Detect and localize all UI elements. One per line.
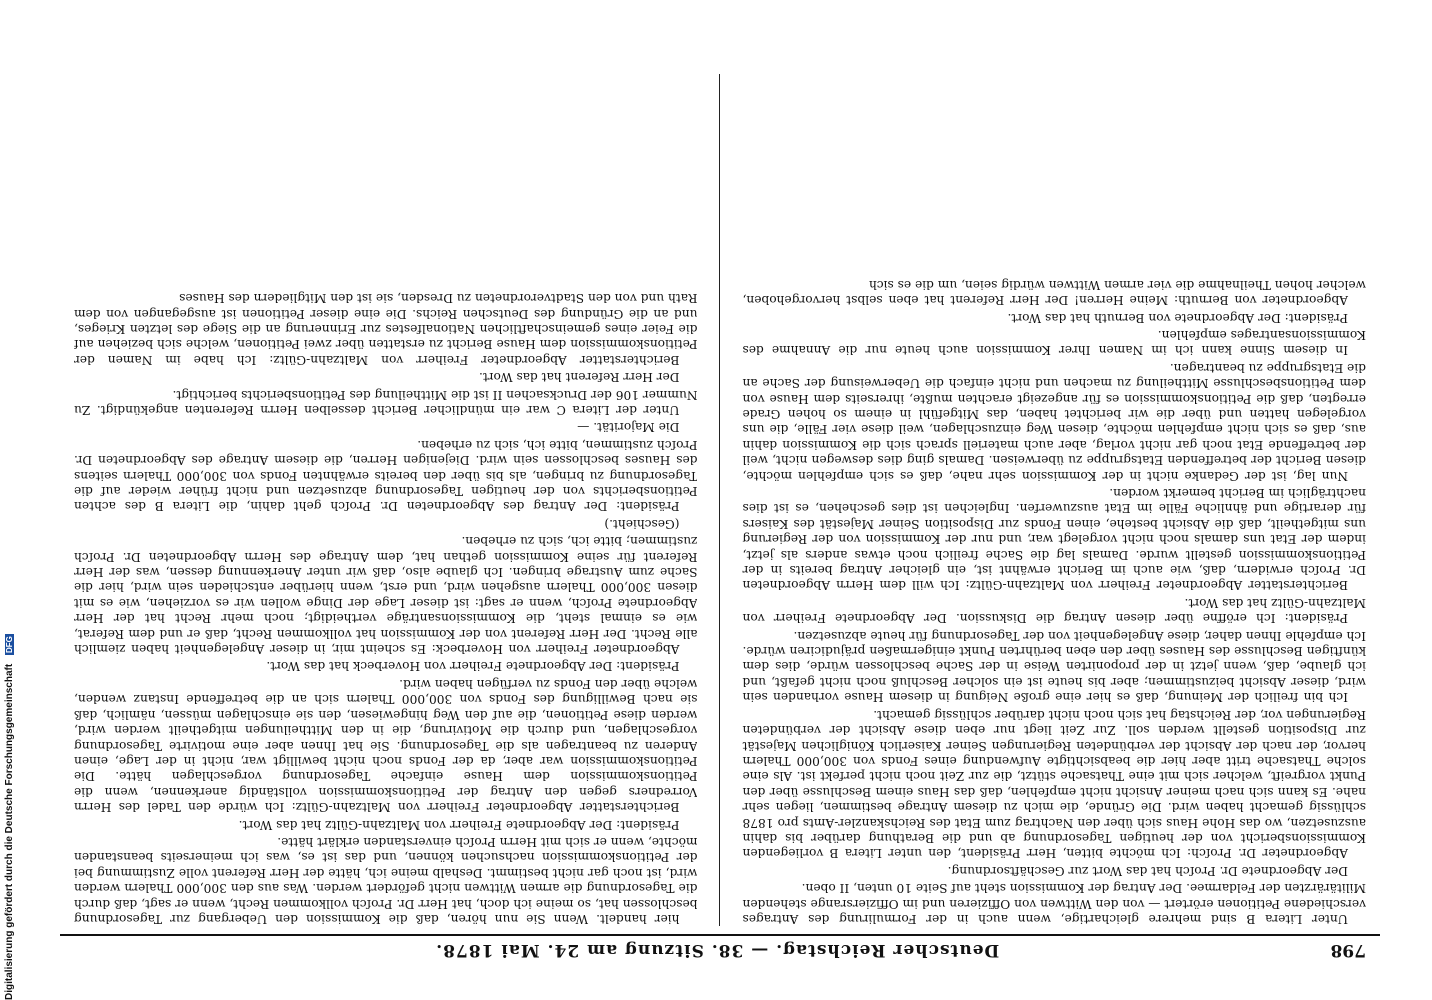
paragraph: Berichterstatter Abgeordneter Freiherr von Maltzahn-Gültz: Ich will dem Herrn Abgeordneten Dr. Proſch erwidern, daß, wie auch im Bericht erwähnt ist, ein gleicher Antrag bereits in der Petitionskommission gestellt wurde. Damals lag die Sache freilich noch etwas anders als jetzt, indem der Etat uns damals noch nicht vorgelegt war, und nur der Kommission von der Regierung uns mitgetheilt, daß die Absicht bestehe, einen Fonds zur Disposition Seiner Majestät des Kaisers für derartige und ähnliche Fälle im Etat auszuwerfen. Ingleichen ist dies geschehen, es ist dies nachträglich im Bericht bemerkt worden. xyxy=(742,486,1366,593)
page-number: 798 xyxy=(1330,940,1366,960)
paragraph: Nun lag, ist der Gedanke nicht in der Kommission sehr nahe, daß es sich empfehlen möchte, diesen Bericht der betreffenden Etatsgruppe zu überweisen. Damals ging dies deswegen nicht, weil der betreffende Etat noch gar nicht vorlag, aber auch materiell sprach sich die Kommission dahin aus, daß es sich nicht empfehlen möchte, diesen Weg einzuschlagen, weil diese vier Fälle, die uns vorgelegen hatten und über die wir berichtet haben, das Mitgefühl in einem so hohen Grade erregten, daß die Petitionskommission es für angezeigt erachten mußte, ihrerseits dem Hause von dem Petitionsbeschlusse Mittheilung zu machen und nicht einfach die Ueberweisung der Sache an die Etatsgruppe zu beantragen. xyxy=(742,360,1366,483)
page-header xyxy=(60,934,1380,960)
paragraph: Der Abgeordnete Dr. Proſch hat das Wort zur Geschäftsordnung. xyxy=(947,863,1348,878)
paragraph: Präsident: Der Abgeordnete Freiherr von Maltzahn-Gültz hat das Wort. xyxy=(238,817,680,832)
paragraph: Abgeordneter von Bernuth: Meine Herren! Der Herr Referent hat eben selbst hervorgehoben, welcher hohen Theilnahme die vier armen Wittwen würdig seien, um die es sich xyxy=(742,277,1366,308)
paragraph: hier handelt. Wenn Sie nun hören, daß die Kommission den Uebergang zur Tagesordnung beschlossen hat, so meine ich doch, hat Herr Dr. Proſch vollkommen Recht, wenn er sagt, daß durch die Tagesordnung die armen Wittwen nicht gefördert werden. Was aus den 300,000 Thalern werden wird, ist noch gar nicht bestimmt. Deshalb meine ich, hätte der Herr Referent volle Zustimmung bei der Petitionskommission nachsuchen können, und das ist es, was ich meinerseits beanstanden möchte, wenn er sich mit Herrn Proſch einverstanden erklärt hätte. xyxy=(74,834,698,926)
paragraph: Berichterstatter Abgeordneter Freiherr von Maltzahn-Gültz: Ich habe im Namen der Petitionskommission dem Hause Bericht zu erstatten über zwei Petitionen, welche sich beziehen auf die Feier eines gemeinschaftlichen Nationalfestes zur Erinnerung an die Siege des letzten Krieges, und an die Gründung des Deutschen Reichs. Die eine dieser Petitionen ist ausgegangen von dem Rath und von den Stadtverordneten zu Dresden, sie ist den Mitgliedern des Hauses xyxy=(74,291,698,367)
dfg-logo: DFG xyxy=(5,636,14,654)
credit-text: Digitalisierung gefördert durch die Deutsche Forschungsgemeinschaft xyxy=(4,663,15,1000)
paragraph: Präsident: Ich eröffne über diesen Antrag die Diskussion. Der Abgeordnete Freiherr von Maltzahn-Gültz hat das Wort. xyxy=(742,595,1366,626)
paragraph: Unter Litera B sind mehrere gleichartige, wenn auch in der Formulirung des Antrages verschiedene Petitionen erörtert — von den Wittwen von Offizieren und im Offiziersrange stehenden Militärärzten der Feldarmee. Der Antrag der Kommission steht auf Seite 10 unten, II oben. xyxy=(742,881,1366,926)
paragraph: (Geschieht.) xyxy=(604,516,680,531)
paragraph: In diesem Sinne kann ich im Namen Ihrer Kommission auch heute nur die Annahme des Kommissionsantrages empfehlen. xyxy=(742,327,1366,358)
paragraph: Die Majorität. — xyxy=(577,420,680,435)
digitization-credit xyxy=(4,620,15,1000)
paragraph: Ich bin freilich der Meinung, daß es hier eine große Neigung in diesem Hause vorhanden sein wird, dieser Absicht beizustimmen; aber bis heute ist ein solcher Beschluß noch nicht gefaßt, und ich glaube, daß, wenn jetzt in der proponirten Weise in der Sache beschlossen würde, dies dem künftigen Beschlusse des Hauses über den eben berührten Punkt einigermaßen präjudiciren würde. Ich empfehle Ihnen daher, diese Angelegenheit von der Tagesordnung für heute abzusetzen. xyxy=(742,628,1366,705)
column-divider xyxy=(720,74,721,926)
left-column xyxy=(743,74,1367,926)
paragraph: Der Herr Referent hat das Wort. xyxy=(478,370,680,385)
paragraph: Abgeordneter Dr. Proſch: Ich möchte bitten, Herr Präsident, den unter Litera B vorliegenden Kommissionsbericht von der heutigen Tagesordnung ab und die Berathung darüber bis dahin auszusetzen, wo das Hohe Haus sich über den Nachtrag zum Etat des Reichskanzler-Amts pro 1878 schlüssig gemacht haben wird. Die Gründe, die mich zu diesem Antrage bestimmen, liegen sehr nahe. Es kann sich nach meiner Ansicht nicht empfehlen, daß das Haus einem Beschlusse über den Punkt vorgreift, welcher sich mit eine Thatsache stützt, die zur Zeit noch nicht perfekt ist. Als eine solche Thatsache tritt aber hier die beabsichtigte Aufwendung eines Fonds von 300,000 Thalern hervor, der nach der Absicht der verbündeten Regierungen Seiner Kaiserlich Königlichen Majestät zur Disposition gestellt werden soll. Zur Zeit liegt nur eben diese Absicht der verbündeten Regierungen vor, der Reichstag hat sich noch nicht darüber schlüssig gemacht. xyxy=(742,707,1366,861)
page-title: Deutscher Reichstag. — 38. Sitzung am 24. Mai 1878. xyxy=(435,940,1000,960)
right-column xyxy=(74,74,698,926)
page-content xyxy=(60,60,1380,960)
paragraph: Präsident: Der Abgeordnete Freiherr von Hoverbeck hat das Wort. xyxy=(266,659,680,674)
scanned-page-rotated xyxy=(60,60,1380,960)
paragraph: Unter der Litera C war ein mündlicher Bericht desselben Herrn Referenten angekündigt. Zu Nummer 106 der Drucksachen II ist die Mittheilung des Petitionsberichts berichtigt. xyxy=(74,387,698,417)
paragraph: Abgeordneter Freiherr von Hoverbeck: Es scheint mir, in dieser Angelegenheit haben ziemlich alle Recht. Der Herr Referent von der Kommission hat vollkommen Recht, daß er und dem Referat, wie es einmal steht, die Kommissionsanträge vertheidigt; noch mehr Recht hat der Herr Abgeordnete Proſch, wenn er sagt: ist dieser Lage der Dinge wollen wir es vorziehen, wie es mit diesen 300,000 Thalern ausgehen wird, und erst, wenn hierüber entschieden sein wird, hier die Sache zum Austrage bringen. Ich glaube also, daß wir unter Anerkennung dessen, was der Herr Referent für seine Kommission gethan hat, dem Antrage des Herrn Abgeordneten Dr. Proſch zustimmen; bitte ich, sich zu erheben. xyxy=(74,534,698,657)
paragraph: Berichterstatter Abgeordneter Freiherr von Maltzahn-Gültz: Ich würde den Tadel des Herrn Vorredners gegen den Antrag der Petitionskommission vollständig anerkennen, wenn die Petitionskommission dem Hause einfache Tagesordnung vorgeschlagen hätte. Die Petitionskommission war aber, da der Fonds noch nicht bewilligt war, nicht in der Lage, einen Anderen zu beantragen als die Tagesordnung. Sie hat Ihnen aber eine motivirte Tagesordnung vorgeschlagen, und durch die Motivirung, die in den Mittheilungen mitgetheilt werden wird, werden diese Petitionen, die auf den Weg hingewiesen, den sie einschlagen müssen, nämlich, daß sie nach Bewilligung des Fonds von 300,000 Thalern sich an die betreffende Instanz wenden, welche über den Fonds zu verfügen haben wird. xyxy=(74,676,698,815)
text-columns xyxy=(60,74,1380,934)
paragraph: Präsident: Der Antrag des Abgeordneten Dr. Proſch geht dahin, die Litera B des achten Petitionsberichts von der heutigen Tagesordnung abzusetzen und nicht früher wieder auf die Tagesordnung zu bringen, als bis über den bereits erwähnten Fonds von 300,000 Thalern seitens des Hauses beschlossen sein wird. Diejenigen Herren, die diesem Antrage des Abgeordneten Dr. Proſch zustimmen, bitte ich, sich zu erheben. xyxy=(74,437,698,514)
paragraph: Präsident: Der Abgeordnete von Bernuth hat das Wort. xyxy=(1007,310,1348,325)
